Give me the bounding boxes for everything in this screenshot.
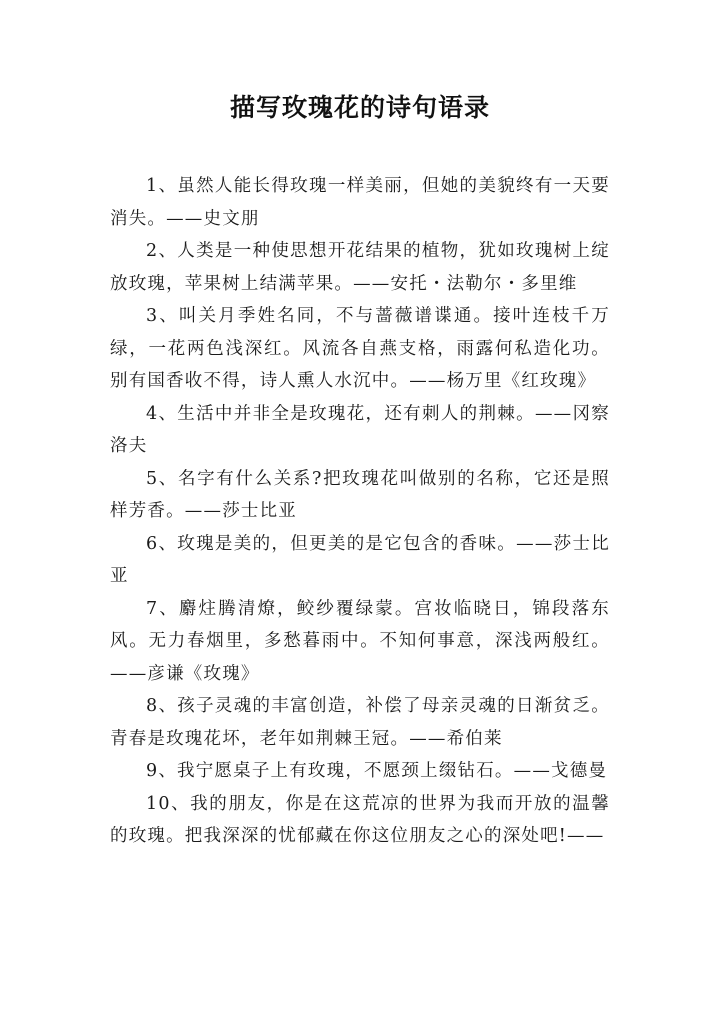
quote-item-9: 9、我宁愿桌子上有玫瑰，不愿颈上缀钻石。——戈德曼 <box>146 761 608 781</box>
quote-item-8: 8、孩子灵魂的丰富创造，补偿了母亲灵魂的日渐贫乏。青春是玫瑰花坏，老年如荆棘王冠。——希伯莱 <box>110 696 610 749</box>
quote-item-3: 3、叫关月季姓名同，不与蔷薇谱谍通。接叶连枝千万绿，一花两色浅深红。风流各自燕支格，雨露何私造化功。别有国香收不得，诗人熏人水沉中。——杨万里《红玫瑰》 <box>110 306 610 391</box>
page-title: 描写玫瑰花的诗句语录 <box>229 93 490 122</box>
quote-item-6: 6、玫瑰是美的，但更美的是它包含的香味。——莎士比亚 <box>110 533 610 586</box>
quote-item-4: 4、生活中并非全是玫瑰花，还有刺人的荆棘。——冈察洛夫 <box>110 403 610 456</box>
quote-item-10: 10、我的朋友，你是在这荒凉的世界为我而开放的温馨的玫瑰。把我深深的忧郁藏在你这位朋友之心的深处吧!—— <box>110 793 610 846</box>
quote-item-7: 7、麝炷腾清燎，鲛纱覆绿蒙。宫妆临晓日，锦段落东风。无力春烟里，多愁暮雨中。不知何事意，深浅两般红。——彦谦《玫瑰》 <box>110 598 610 684</box>
quote-item-2: 2、人类是一种使思想开花结果的植物，犹如玫瑰树上绽放玫瑰，苹果树上结满苹果。——安托・法勒尔・多里维 <box>110 241 610 294</box>
quote-list <box>110 170 610 853</box>
quote-item-5: 5、名字有什么关系?把玫瑰花叫做别的名称，它还是照样芳香。——莎士比亚 <box>110 468 610 521</box>
quote-item-1: 1、虽然人能长得玫瑰一样美丽，但她的美貌终有一天要消失。——史文朋 <box>110 176 610 229</box>
